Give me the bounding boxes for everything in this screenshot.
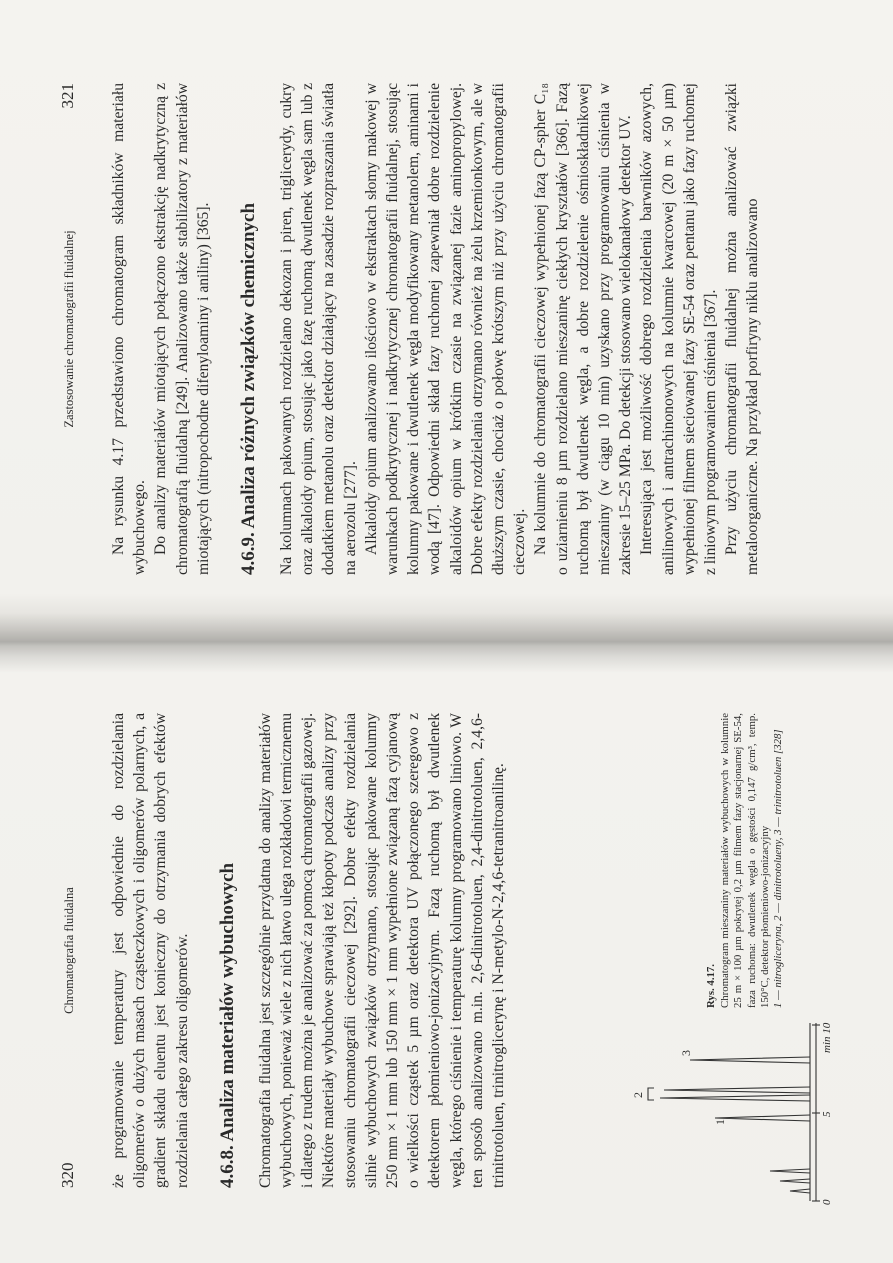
right-paragraph-5: Na kolumnie do chromatografii cieczowej wypełnionej fazą CP-spher C₁₈ o uziarnieniu 8 µm rozdzielano mieszaninę ciekłych kryształów [366]. Fazą ruchomą był dwutlenek węgla, a dobre rozdzielenie ośmioskładnikowej mieszaniny (w ciągu 10 min) uzyskano przy programowaniu ciśnienia w zakresie 15–25 MPa. Do detekcji stosowano wielokanałowy detektor UV. (532, 83, 635, 575)
section-4-6-8-paragraph: Chromatografia fluidalna jest szczególnie przydatna do analizy materiałów wybuchowych, ponieważ wiele z nich łatwo ulega rozkładowi termicznemu i dlatego z trudem można je analizować za pomocą chromatografii gazowej. Niektóre materiały wybuchowe sprawiają też kłopoty podczas analizy przy stosowaniu chromatografii cieczowej [292]. Dobre efekty rozdzielania silnie wybuchowych związków otrzymano, stosując pakowane kolumny 250 mm × 1 mm lub 150 mm × 1 mm wypełnione związaną fazą cyjanową o wielkości cząstek 5 µm oraz detektora UV połączonego szeregowo z detektorem płomieniowo-jonizacyjnym. Fazą ruchomą był dwutlenek węgla, którego ciśnienie i temperaturę kolumny programowano liniowo. W ten sposób analizowano m.in. 2,6-dinitrotoluen, 2,4-dinitrotoluen, 2,4,6-trinitrotoluen, trinitroglicerynę i N-metylo-N-2,4,6-tetranitroanilinę. (256, 713, 508, 1188)
figure-4-17 (620, 713, 850, 1213)
right-paragraph-7: Przy użyciu chromatografii fluidalnej można analizować związki metaloorganiczne. Na przykład porfiryny niklu analizowano (723, 83, 762, 575)
peak-2a (660, 1095, 810, 1101)
right-paragraph-1: Na rysunku 4.17 przedstawiono chromatogram składników materiału wybuchowego. (110, 83, 149, 575)
peak-label-2: 2 (631, 1092, 645, 1098)
tick-label-10: min 10 (821, 1022, 833, 1053)
peak-2-bracket (648, 1088, 654, 1100)
left-running-title: Chromatografia fluidalna (62, 887, 76, 1014)
tick-label-5: 5 (821, 1111, 833, 1117)
right-paragraph-2: Do analizy materiałów miotających połączono ekstrakcję nadkrytyczną z chromatografią fluidalną [249]. Analizowano także stabilizatory z materiałów miotających (nitropochodne difenyloaminy i aniliny) [365]. (152, 83, 212, 575)
peak-label-3: 3 (679, 1050, 693, 1056)
right-paragraph-3: Na kolumnach pakowanych rozdzielano dekozan i piren, triglicerydy, cukry oraz alkaloidy opium, stosując jako fazę ruchomą dwutlenek węgla sam lub z dodatkiem metanolu oraz detektor działający na zasadzie rozpraszania światła na aerozolu [277]. (278, 83, 359, 575)
figure-label: Rys. 4.17. (705, 963, 717, 1008)
peak-minor (790, 1189, 810, 1193)
left-intro-paragraph: że programowanie temperatury jest odpowiednie do rozdzielania oligomerów o dużych masach cząsteczkowych i oligomerów polarnych, a gradient składu eluentu jest konieczny do otrzymania dobrych efektów rozdzielania całego zakresu oligomerów. (110, 713, 191, 1188)
figure-caption-text: Chromatogram mieszaniny materiałów wybuchowych w kolumnie 25 m × 100 µm pokrytej 0,2 µm filmem fazy stacjonarnej SE-54, faza ruchoma: dwutlenek węgla o gęstości 0,147 g/cm³, temp. 150°C, detektor płomieniowo-jonizacyjny (719, 713, 771, 1008)
tick-label-0: 0 (821, 1199, 833, 1205)
figure-caption (705, 713, 785, 1008)
peak-3 (690, 1057, 810, 1063)
peak-minor (780, 1179, 810, 1183)
left-running-head (58, 713, 78, 1188)
peak-1 (715, 1115, 810, 1121)
right-running-title: Zastosowanie chromatografii fluidalnej (62, 230, 76, 428)
left-page-number: 320 (58, 1162, 77, 1188)
right-paragraph-6: Interesująca jest możliwość dobrego rozdzielenia barwników azowych, anilinowych i antrachinonowych na kolumnie kwarcowej (20 m × 50 µm) wypełnionej filmem sieciowanej fazy SE-54 oraz pentanu jako fazy ruchomej z liniowym programowaniem ciśnienia [367]. (638, 83, 720, 575)
peak-2b (664, 1087, 810, 1093)
right-page (0, 43, 893, 623)
right-paragraph-4: Alkaloidy opium analizowano ilościowo w ekstraktach słomy makowej w warunkach podkrytycznej i nadkrytycznej chromatografii fluidalnej, stosując kolumny pakowane i dwutlenek węgla modyfikowany metanolem, aminami i wodą [47]. Odpowiedni skład fazy ruchomej zapewniał dobre rozdzielenie alkaloidów opium w krótkim czasie na związanej fazie aminopropylowej. Dobre efekty rozdzielania otrzymano również na żelu krzemionkowym, ale w dłuższym czasie, chociaż o połowę krótszym niż przy użyciu chromatografii cieczowej. (362, 83, 529, 575)
right-running-head (58, 83, 78, 575)
chromatogram-plot (620, 1013, 833, 1213)
peak-minor (770, 1169, 810, 1173)
peak-label-1: 1 (713, 1119, 727, 1125)
figure-legend: 1 — nitrogliceryna, 2 — dinitrotolueny, 3 — trinitrotoluen [328] (772, 729, 785, 1008)
right-page-number: 321 (58, 83, 77, 109)
section-heading-4-6-9: 4.6.9. Analiza różnych związków chemicznych (238, 202, 260, 575)
section-heading-4-6-8: 4.6.8. Analiza materiałów wybuchowych (216, 862, 238, 1188)
